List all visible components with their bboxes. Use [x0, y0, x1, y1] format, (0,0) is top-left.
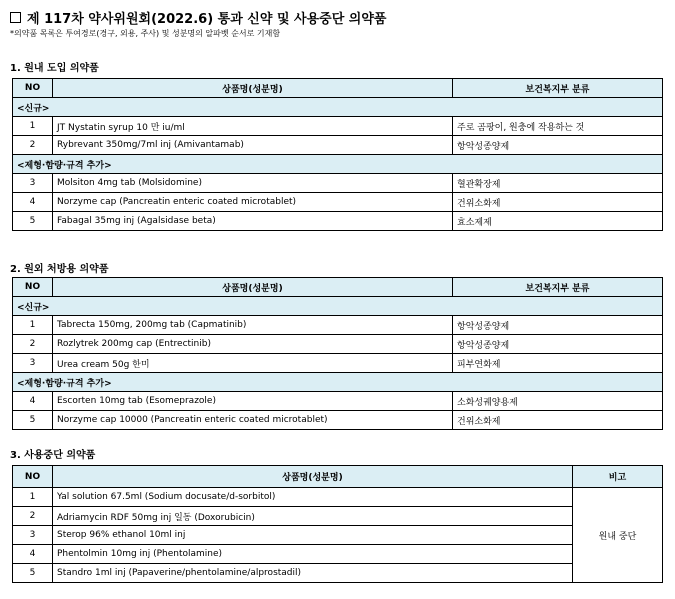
page-title: [10, 8, 386, 27]
row-no: 5: [13, 564, 53, 583]
header-no: NO: [13, 466, 53, 488]
table-row: [13, 316, 663, 335]
section-2-heading: 2. 원외 처방용 의약품: [10, 264, 109, 275]
row-name: Tabrecta 150mg, 200mg tab (Capmatinib): [53, 316, 453, 335]
row-name: Fabagal 35mg inj (Agalsidase beta): [53, 212, 453, 231]
header-classification: 보건복지부 분류: [453, 278, 663, 297]
row-name: Sterop 96% ethanol 10ml inj: [53, 526, 573, 545]
row-no: 3: [13, 526, 53, 545]
row-classification: 소화성궤양용제: [453, 392, 663, 411]
table-row: [13, 564, 663, 583]
group-label: <신규>: [13, 297, 663, 316]
row-name: Rybrevant 350mg/7ml inj (Amivantamab): [53, 136, 453, 155]
row-no: 5: [13, 212, 53, 231]
header-no: NO: [13, 79, 53, 98]
section-3-heading: 3. 사용중단 의약품: [10, 450, 96, 461]
table-header-row: [13, 466, 663, 488]
row-no: 2: [13, 136, 53, 155]
row-no: 1: [13, 316, 53, 335]
row-classification: 효소제제: [453, 212, 663, 231]
table-header-row: [13, 278, 663, 297]
group-label: <제형·함량·규격 추가>: [13, 373, 663, 392]
header-no: NO: [13, 278, 53, 297]
row-no: 4: [13, 193, 53, 212]
row-classification: 항악성종양제: [453, 136, 663, 155]
row-no: 2: [13, 335, 53, 354]
group-row: [13, 373, 663, 392]
section-1-table: [12, 78, 663, 231]
row-no: 3: [13, 354, 53, 373]
table-row: [13, 136, 663, 155]
group-label: <제형·함량·규격 추가>: [13, 155, 663, 174]
row-classification: 항악성종양제: [453, 335, 663, 354]
group-label: <신규>: [13, 98, 663, 117]
table-row: [13, 411, 663, 430]
row-name: Adriamycin RDF 50mg inj 일동 (Doxorubicin): [53, 507, 573, 526]
table-row: [13, 507, 663, 526]
row-remark: 원내 중단: [573, 488, 663, 583]
section-1-heading: 1. 원내 도입 의약품: [10, 63, 99, 74]
row-name: Phentolmin 10mg inj (Phentolamine): [53, 545, 573, 564]
row-name: Rozlytrek 200mg cap (Entrectinib): [53, 335, 453, 354]
row-name: Norzyme cap 10000 (Pancreatin enteric coated microtablet): [53, 411, 453, 430]
header-classification: 보건복지부 분류: [453, 79, 663, 98]
table-row: [13, 193, 663, 212]
row-name: Urea cream 50g 한미: [53, 354, 453, 373]
group-row: [13, 98, 663, 117]
group-row: [13, 155, 663, 174]
table-row: [13, 392, 663, 411]
table-row: [13, 212, 663, 231]
table-row: [13, 488, 663, 507]
row-no: 1: [13, 488, 53, 507]
row-name: Molsiton 4mg tab (Molsidomine): [53, 174, 453, 193]
row-no: 4: [13, 392, 53, 411]
table-row: [13, 545, 663, 564]
table-row: [13, 354, 663, 373]
section-3-table: [12, 465, 663, 583]
page-title-text: 제 117차 약사위원회(2022.6) 통과 신약 및 사용중단 의약품: [27, 12, 387, 27]
row-no: 1: [13, 117, 53, 136]
page-note: *의약품 목록은 투여경로(경구, 외용, 주사) 및 성분명의 알파벳 순서로 기재함: [10, 29, 281, 38]
table-row: [13, 117, 663, 136]
row-classification: 건위소화제: [453, 411, 663, 430]
header-remark: 비고: [573, 466, 663, 488]
header-name: 상품명(성분명): [53, 466, 573, 488]
section-2-table: [12, 277, 663, 430]
header-name: 상품명(성분명): [53, 278, 453, 297]
row-classification: 항악성종양제: [453, 316, 663, 335]
table-row: [13, 335, 663, 354]
table-header-row: [13, 79, 663, 98]
checkbox-square-icon: [10, 12, 21, 23]
table-row: [13, 526, 663, 545]
row-name: Standro 1ml inj (Papaverine/phentolamine/alprostadil): [53, 564, 573, 583]
group-row: [13, 297, 663, 316]
row-name: JT Nystatin syrup 10 만 iu/ml: [53, 117, 453, 136]
row-name: Norzyme cap (Pancreatin enteric coated microtablet): [53, 193, 453, 212]
row-classification: 건위소화제: [453, 193, 663, 212]
row-classification: 피부연화제: [453, 354, 663, 373]
row-classification: 주로 곰팡이, 원충에 작용하는 것: [453, 117, 663, 136]
row-no: 2: [13, 507, 53, 526]
row-no: 3: [13, 174, 53, 193]
row-name: Yal solution 67.5ml (Sodium docusate/d-sorbitol): [53, 488, 573, 507]
table-row: [13, 174, 663, 193]
row-no: 4: [13, 545, 53, 564]
header-name: 상품명(성분명): [53, 79, 453, 98]
row-classification: 혈관확장제: [453, 174, 663, 193]
row-name: Escorten 10mg tab (Esomeprazole): [53, 392, 453, 411]
row-no: 5: [13, 411, 53, 430]
